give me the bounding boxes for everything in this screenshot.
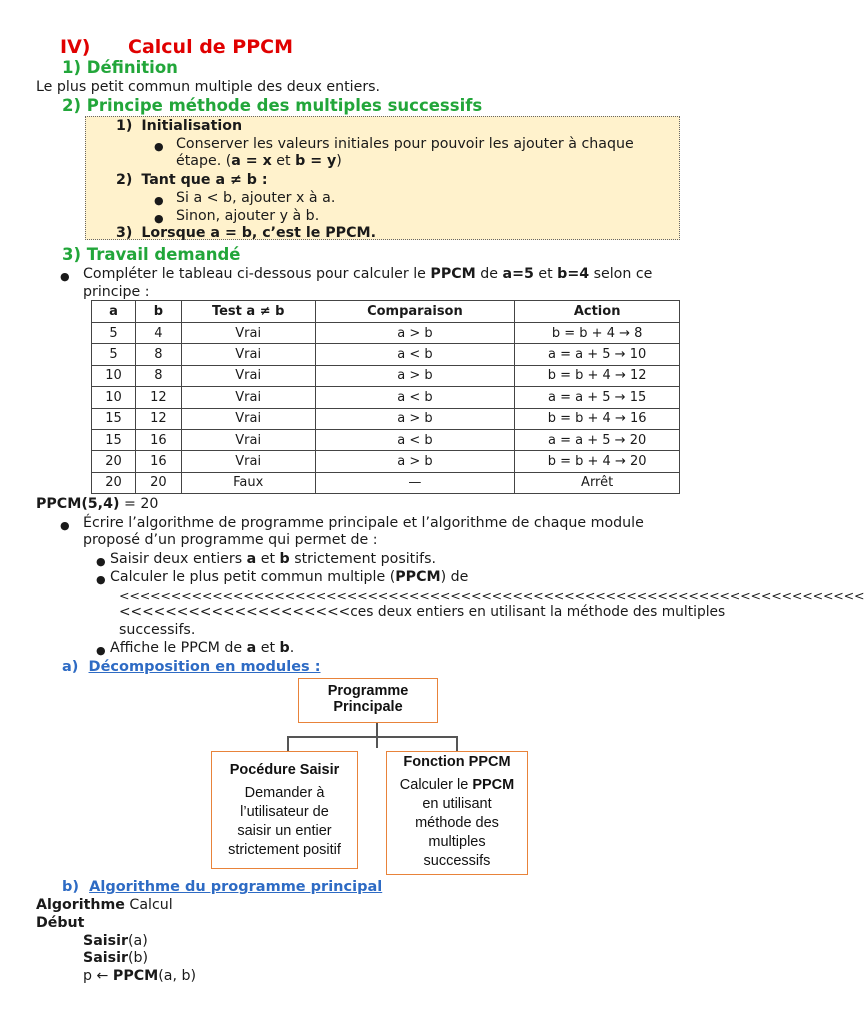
title-text: Calcul de PPCM bbox=[128, 36, 293, 58]
definition-text: Le plus petit commun multiple des deux entiers. bbox=[36, 79, 381, 95]
work-intro: Compléter le tableau ci-dessous pour calculer le PPCM de a=5 et b=4 selon ce bbox=[83, 266, 653, 282]
table-cell: a = a + 5 → 10 bbox=[515, 344, 680, 365]
module-function-ppcm: Fonction PPCM Calculer le PPCM en utilisant méthode des multiples successifs bbox=[386, 751, 528, 875]
table-cell: Vrai bbox=[181, 365, 315, 386]
table-row bbox=[92, 387, 680, 408]
table-cell: 12 bbox=[135, 408, 181, 429]
table-cell: a > b bbox=[315, 365, 515, 386]
column-header: Comparaison bbox=[315, 301, 515, 323]
step2-heading: 2) Tant que a ≠ b : bbox=[116, 172, 268, 188]
ppcm-table bbox=[91, 300, 680, 494]
bullet-icon: ● bbox=[154, 194, 164, 207]
bullet-icon: ● bbox=[96, 573, 106, 586]
table-row bbox=[92, 451, 680, 472]
table-cell: 16 bbox=[135, 429, 181, 450]
table-cell: 20 bbox=[92, 451, 136, 472]
table-cell: a > b bbox=[315, 323, 515, 344]
task-sub2: Calculer le plus petit commun multiple (PPCM) de bbox=[110, 569, 469, 585]
task-sub1: Saisir deux entiers a et b strictement positifs. bbox=[110, 551, 437, 567]
table-cell: Vrai bbox=[181, 429, 315, 450]
task-line2: proposé d’un programme qui permet de : bbox=[83, 532, 378, 548]
algo-line2: Saisir(b) bbox=[83, 950, 149, 966]
table-cell: a = a + 5 → 15 bbox=[515, 387, 680, 408]
module-main-program: Programme Principale bbox=[298, 678, 438, 723]
column-header: Action bbox=[515, 301, 680, 323]
table-cell: b = b + 4 → 16 bbox=[515, 408, 680, 429]
table-cell: 12 bbox=[135, 387, 181, 408]
algo-line1: Saisir(a) bbox=[83, 933, 148, 949]
bullet-icon: ● bbox=[154, 140, 164, 153]
connector-line bbox=[456, 736, 458, 751]
step1-heading: 1) Initialisation bbox=[116, 118, 243, 134]
table-cell: 15 bbox=[92, 408, 136, 429]
task-line1: Écrire l’algorithme de programme principale et l’algorithme de chaque module bbox=[83, 515, 644, 531]
table-cell: 20 bbox=[92, 472, 136, 493]
algorithm-heading: b) Algorithme du programme principal bbox=[62, 879, 383, 895]
table-row bbox=[92, 472, 680, 493]
table-cell: b = b + 4 → 8 bbox=[515, 323, 680, 344]
task-sub2-line4: successifs. bbox=[119, 622, 196, 638]
connector-line bbox=[287, 736, 457, 738]
table-cell: a = a + 5 → 20 bbox=[515, 429, 680, 450]
table-row bbox=[92, 408, 680, 429]
ppcm-result: PPCM(5,4) = 20 bbox=[36, 496, 159, 512]
column-header: a bbox=[92, 301, 136, 323]
table-row bbox=[92, 429, 680, 450]
table-cell: 15 bbox=[92, 429, 136, 450]
table-cell: 10 bbox=[92, 365, 136, 386]
work-heading: 3) Travail demandé bbox=[62, 245, 241, 264]
algo-line3: p ← PPCM(a, b) bbox=[83, 968, 197, 984]
table-cell: a < b bbox=[315, 344, 515, 365]
table-cell: a < b bbox=[315, 387, 515, 408]
task-sub2-line2: <<<<<<<<<<<<<<<<<<<<<<<<<<<<<<<<<<<<<<<<<<<<<<<<<<<<<<<<<<<<<<<<<<<<<<<< bbox=[119, 588, 864, 603]
module-procedure-saisir: Pocédure Saisir Demander à l’utilisateur de saisir un entier strictement positif bbox=[211, 751, 358, 869]
table-cell: Vrai bbox=[181, 344, 315, 365]
bullet-icon: ● bbox=[60, 519, 70, 532]
table-row bbox=[92, 323, 680, 344]
bullet-icon: ● bbox=[96, 555, 106, 568]
table-row bbox=[92, 344, 680, 365]
task-sub2-line3: <<<<<<<<<<<<<<<<<<<<ces deux entiers en utilisant la méthode des multiples bbox=[119, 604, 726, 620]
decomposition-heading: a) Décomposition en modules : bbox=[62, 659, 321, 675]
table-cell: 20 bbox=[135, 472, 181, 493]
table-cell: Vrai bbox=[181, 323, 315, 344]
table-cell: 4 bbox=[135, 323, 181, 344]
bullet-icon: ● bbox=[96, 644, 106, 657]
algo-debut: Début bbox=[36, 915, 85, 931]
column-header: b bbox=[135, 301, 181, 323]
column-header: Test a ≠ b bbox=[181, 301, 315, 323]
table-cell: b = b + 4 → 20 bbox=[515, 451, 680, 472]
table-row bbox=[92, 365, 680, 386]
bullet-icon: ● bbox=[60, 270, 70, 283]
connector-line bbox=[287, 736, 289, 751]
table-cell: b = b + 4 → 12 bbox=[515, 365, 680, 386]
principle-heading: 2) Principe méthode des multiples successifs bbox=[62, 96, 483, 115]
table-cell: Faux bbox=[181, 472, 315, 493]
table-cell: — bbox=[315, 472, 515, 493]
table-header-row bbox=[92, 301, 680, 323]
table-cell: 16 bbox=[135, 451, 181, 472]
table-cell: a > b bbox=[315, 451, 515, 472]
step1-line1: Conserver les valeurs initiales pour pouvoir les ajouter à chaque bbox=[176, 136, 634, 152]
table-cell: Vrai bbox=[181, 408, 315, 429]
page-title bbox=[60, 36, 293, 58]
table-cell: Arrêt bbox=[515, 472, 680, 493]
bullet-icon: ● bbox=[154, 212, 164, 225]
task-sub3: Affiche le PPCM de a et b. bbox=[110, 640, 295, 656]
principle-box bbox=[85, 116, 680, 240]
step2-item1: Si a < b, ajouter x à a. bbox=[176, 190, 336, 206]
step3-heading: 3) Lorsque a = b, c’est le PPCM. bbox=[116, 225, 376, 241]
table-cell: 5 bbox=[92, 323, 136, 344]
table-cell: 8 bbox=[135, 365, 181, 386]
table-cell: 10 bbox=[92, 387, 136, 408]
step1-line2: étape. (a = x et b = y) bbox=[176, 153, 342, 169]
table-cell: a < b bbox=[315, 429, 515, 450]
step2-item2: Sinon, ajouter y à b. bbox=[176, 208, 320, 224]
definition-heading: 1) Définition bbox=[62, 58, 178, 77]
table-cell: Vrai bbox=[181, 387, 315, 408]
title-number: IV) bbox=[60, 36, 91, 58]
table-cell: a > b bbox=[315, 408, 515, 429]
table-cell: 5 bbox=[92, 344, 136, 365]
table-cell: Vrai bbox=[181, 451, 315, 472]
algo-header: Algorithme Calcul bbox=[36, 897, 173, 913]
work-intro-line2: principe : bbox=[83, 284, 150, 300]
table-cell: 8 bbox=[135, 344, 181, 365]
